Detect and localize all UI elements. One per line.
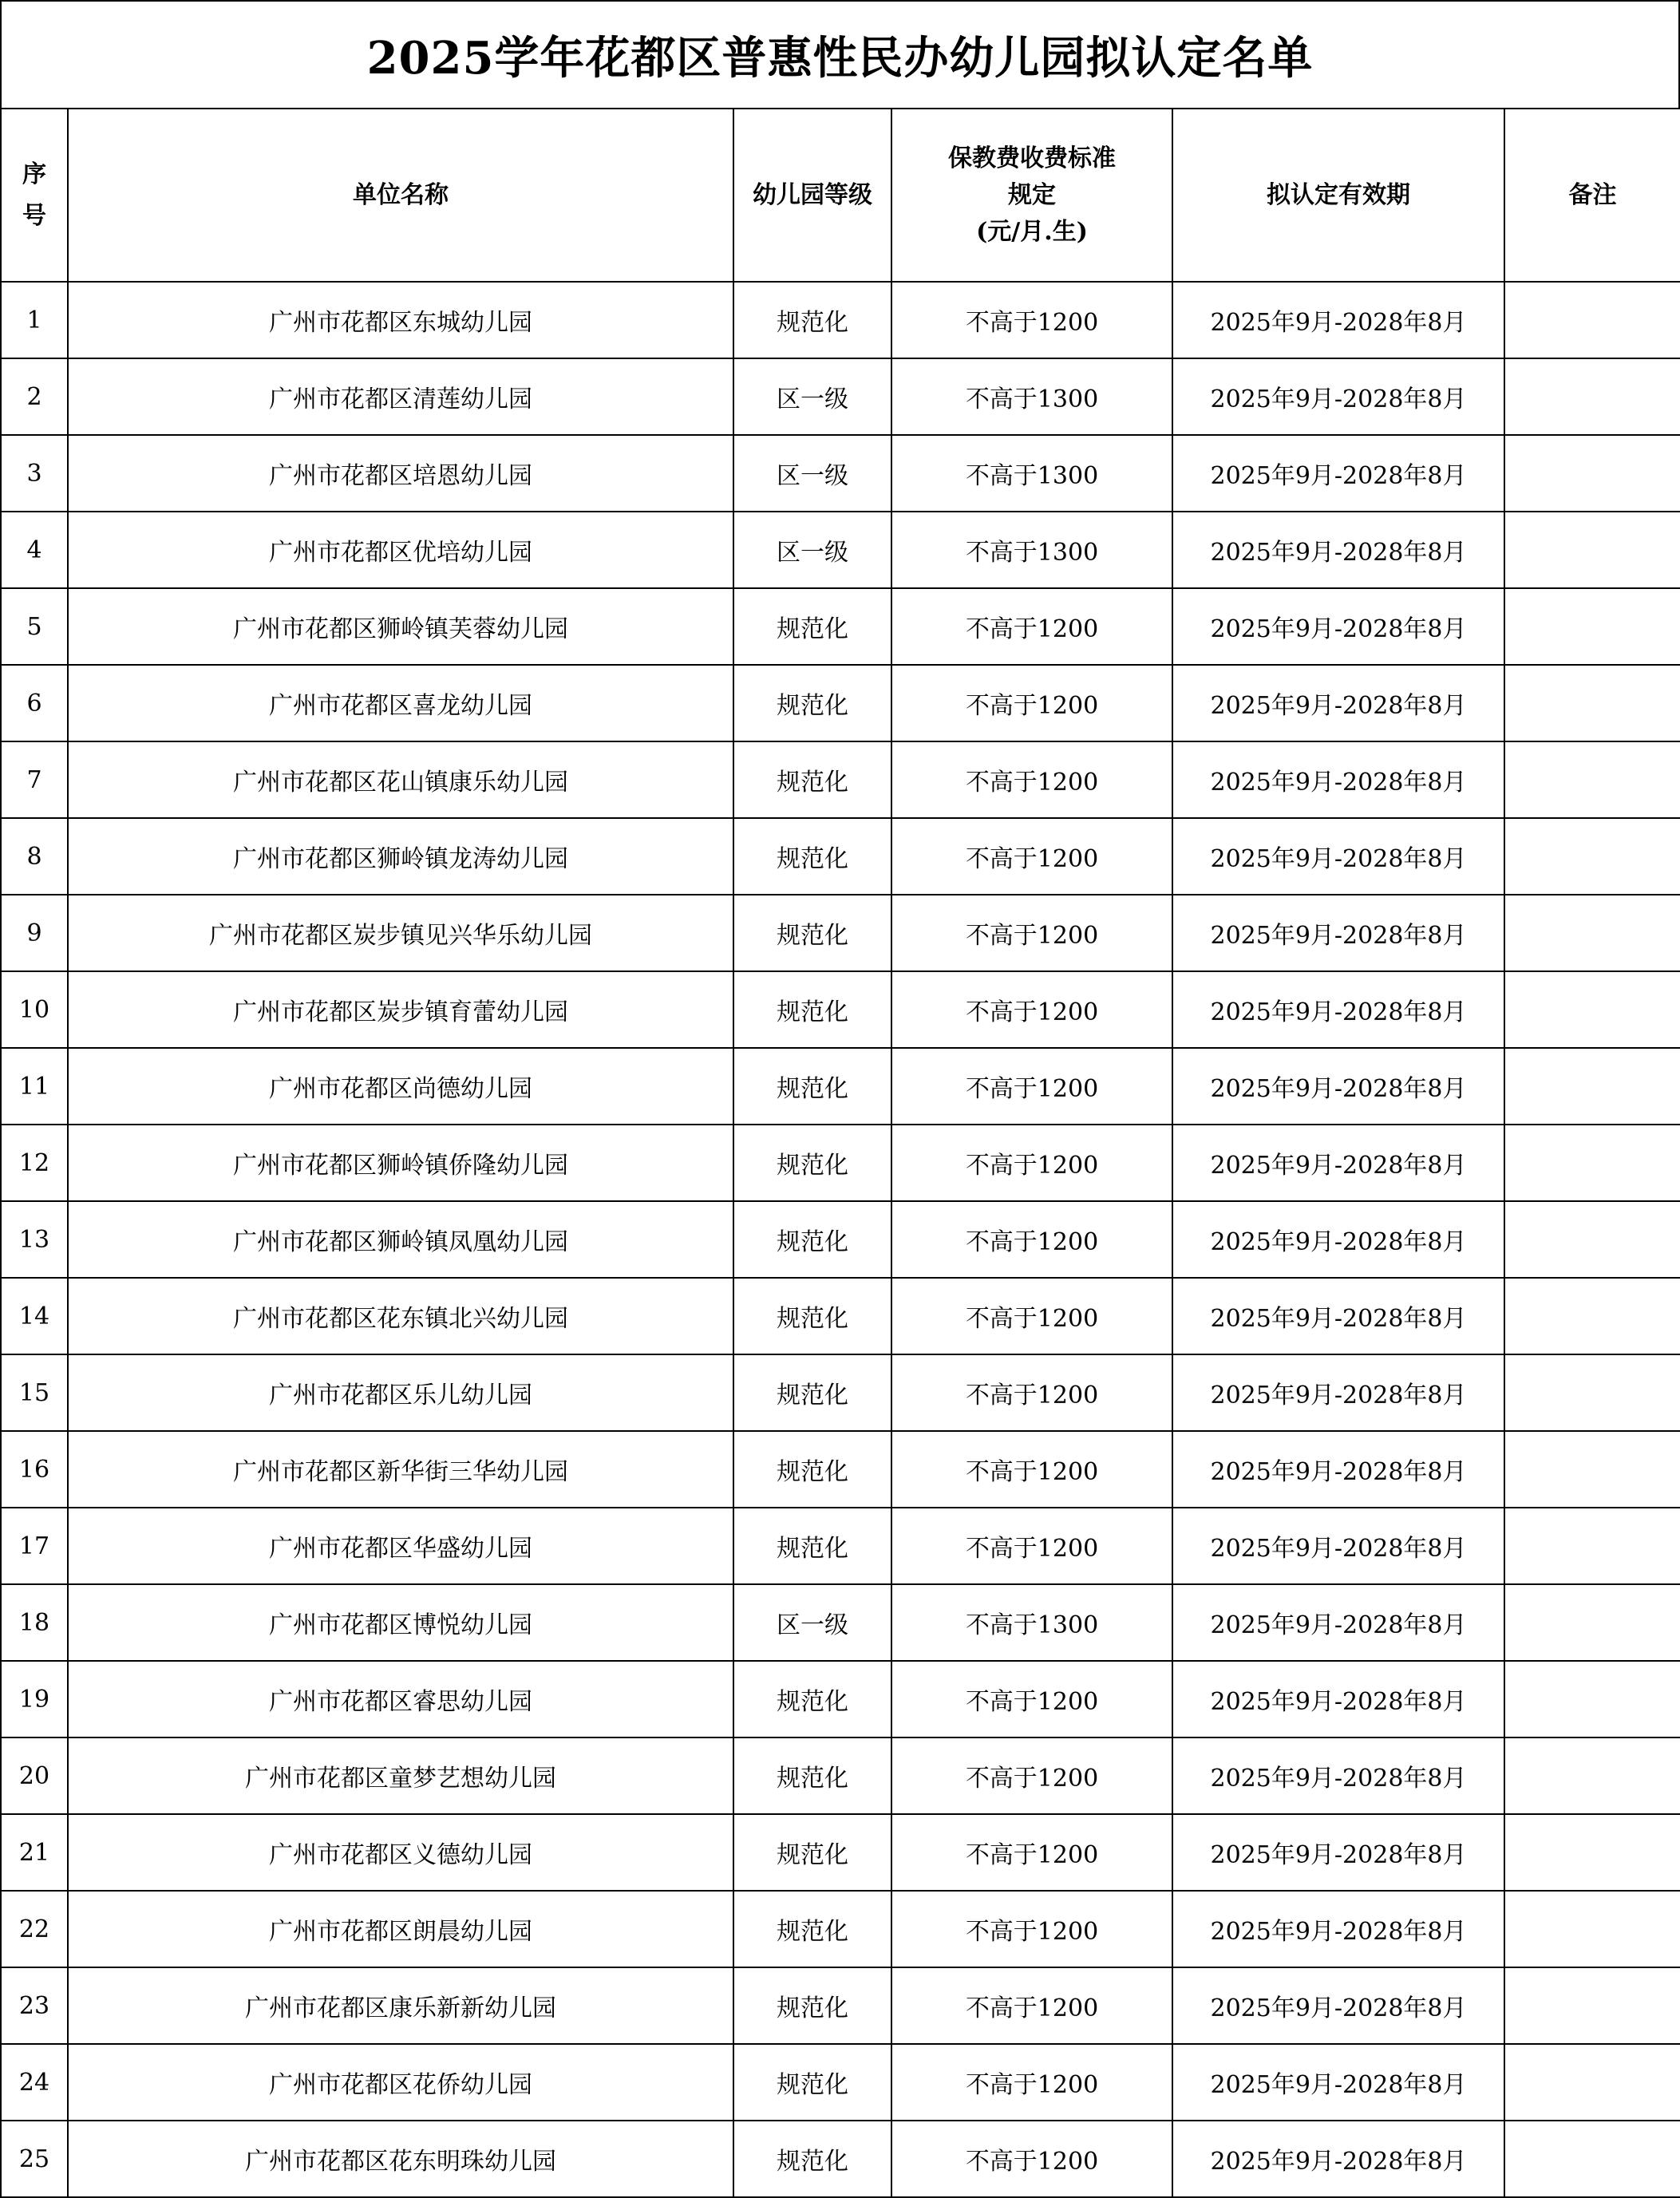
cell-level: 区一级 — [733, 435, 891, 512]
table-row — [1, 895, 1680, 971]
table-row — [1, 435, 1680, 512]
cell-level: 规范化 — [733, 282, 891, 358]
cell-no: 21 — [1, 1814, 68, 1891]
cell-period: 2025年9月-2028年8月 — [1172, 358, 1504, 435]
cell-fee: 不高于1200 — [891, 1431, 1172, 1508]
cell-period: 2025年9月-2028年8月 — [1172, 1891, 1504, 1967]
page-title: 2025学年花都区普惠性民办幼儿园拟认定名单 — [366, 32, 1314, 85]
cell-period: 2025年9月-2028年8月 — [1172, 588, 1504, 665]
table-row — [1, 358, 1680, 435]
cell-fee: 不高于1200 — [891, 665, 1172, 741]
cell-level: 规范化 — [733, 1048, 891, 1125]
table-row — [1, 741, 1680, 818]
cell-fee: 不高于1300 — [891, 1584, 1172, 1661]
table-row — [1, 1201, 1680, 1278]
header-note: 备注 — [1504, 109, 1680, 282]
cell-no: 5 — [1, 588, 68, 665]
table-row — [1, 818, 1680, 895]
cell-period: 2025年9月-2028年8月 — [1172, 741, 1504, 818]
table-row — [1, 971, 1680, 1048]
table-row — [1, 2121, 1680, 2197]
cell-fee: 不高于1200 — [891, 741, 1172, 818]
cell-no: 12 — [1, 1125, 68, 1201]
table-row — [1, 1048, 1680, 1125]
cell-no: 19 — [1, 1661, 68, 1737]
cell-level: 规范化 — [733, 971, 891, 1048]
cell-fee: 不高于1200 — [891, 1737, 1172, 1814]
cell-fee: 不高于1200 — [891, 2044, 1172, 2121]
cell-fee: 不高于1200 — [891, 1661, 1172, 1737]
cell-no: 14 — [1, 1278, 68, 1354]
cell-no: 7 — [1, 741, 68, 818]
cell-name: 广州市花都区培恩幼儿园 — [68, 435, 733, 512]
cell-note — [1504, 665, 1680, 741]
cell-no: 10 — [1, 971, 68, 1048]
cell-period: 2025年9月-2028年8月 — [1172, 1201, 1504, 1278]
cell-no: 1 — [1, 282, 68, 358]
cell-name: 广州市花都区狮岭镇侨隆幼儿园 — [68, 1125, 733, 1201]
cell-note — [1504, 512, 1680, 588]
cell-level: 规范化 — [733, 2044, 891, 2121]
cell-level: 规范化 — [733, 1125, 891, 1201]
cell-level: 规范化 — [733, 1431, 891, 1508]
cell-level: 规范化 — [733, 818, 891, 895]
table-row — [1, 1508, 1680, 1584]
cell-period: 2025年9月-2028年8月 — [1172, 665, 1504, 741]
cell-name: 广州市花都区新华街三华幼儿园 — [68, 1431, 733, 1508]
cell-name: 广州市花都区康乐新新幼儿园 — [68, 1967, 733, 2044]
cell-period: 2025年9月-2028年8月 — [1172, 1508, 1504, 1584]
header-level: 幼儿园等级 — [733, 109, 891, 282]
cell-no: 25 — [1, 2121, 68, 2197]
cell-no: 15 — [1, 1354, 68, 1431]
header-no-label: 序号 — [22, 160, 46, 230]
cell-name: 广州市花都区乐儿幼儿园 — [68, 1354, 733, 1431]
table-row — [1, 512, 1680, 588]
cell-name: 广州市花都区花侨幼儿园 — [68, 2044, 733, 2121]
cell-fee: 不高于1200 — [891, 1967, 1172, 2044]
header-period: 拟认定有效期 — [1172, 109, 1504, 282]
cell-note — [1504, 1737, 1680, 1814]
cell-period: 2025年9月-2028年8月 — [1172, 1661, 1504, 1737]
cell-note — [1504, 1508, 1680, 1584]
cell-no: 3 — [1, 435, 68, 512]
cell-name: 广州市花都区童梦艺想幼儿园 — [68, 1737, 733, 1814]
cell-fee: 不高于1200 — [891, 282, 1172, 358]
cell-level: 规范化 — [733, 1508, 891, 1584]
cell-level: 规范化 — [733, 2121, 891, 2197]
cell-fee: 不高于1200 — [891, 971, 1172, 1048]
cell-name: 广州市花都区喜龙幼儿园 — [68, 665, 733, 741]
table-body — [1, 282, 1680, 2197]
cell-name: 广州市花都区优培幼儿园 — [68, 512, 733, 588]
cell-fee: 不高于1200 — [891, 1891, 1172, 1967]
cell-no: 6 — [1, 665, 68, 741]
cell-period: 2025年9月-2028年8月 — [1172, 435, 1504, 512]
header-name: 单位名称 — [68, 109, 733, 282]
cell-note — [1504, 1814, 1680, 1891]
cell-note — [1504, 741, 1680, 818]
header-fee-line3: (元/月.生) — [976, 217, 1088, 246]
cell-note — [1504, 588, 1680, 665]
cell-level: 规范化 — [733, 1201, 891, 1278]
cell-fee: 不高于1200 — [891, 1201, 1172, 1278]
cell-level: 规范化 — [733, 895, 891, 971]
cell-note — [1504, 1125, 1680, 1201]
cell-period: 2025年9月-2028年8月 — [1172, 2044, 1504, 2121]
cell-period: 2025年9月-2028年8月 — [1172, 1125, 1504, 1201]
cell-name: 广州市花都区东城幼儿园 — [68, 282, 733, 358]
cell-level: 区一级 — [733, 358, 891, 435]
table-row — [1, 1278, 1680, 1354]
cell-note — [1504, 1278, 1680, 1354]
cell-no: 11 — [1, 1048, 68, 1125]
cell-no: 8 — [1, 818, 68, 895]
cell-period: 2025年9月-2028年8月 — [1172, 895, 1504, 971]
table-row — [1, 1967, 1680, 2044]
cell-level: 规范化 — [733, 1814, 891, 1891]
cell-fee: 不高于1300 — [891, 435, 1172, 512]
cell-name: 广州市花都区狮岭镇芙蓉幼儿园 — [68, 588, 733, 665]
table-row — [1, 1891, 1680, 1967]
cell-fee: 不高于1200 — [891, 588, 1172, 665]
header-no — [1, 109, 68, 282]
cell-name: 广州市花都区狮岭镇凤凰幼儿园 — [68, 1201, 733, 1278]
cell-note — [1504, 1661, 1680, 1737]
cell-level: 规范化 — [733, 1354, 891, 1431]
cell-no: 4 — [1, 512, 68, 588]
cell-period: 2025年9月-2028年8月 — [1172, 282, 1504, 358]
table-row — [1, 1814, 1680, 1891]
cell-no: 16 — [1, 1431, 68, 1508]
table-row — [1, 2044, 1680, 2121]
cell-level: 规范化 — [733, 741, 891, 818]
cell-note — [1504, 1201, 1680, 1278]
cell-note — [1504, 1584, 1680, 1661]
cell-note — [1504, 2044, 1680, 2121]
cell-period: 2025年9月-2028年8月 — [1172, 2121, 1504, 2197]
cell-period: 2025年9月-2028年8月 — [1172, 1737, 1504, 1814]
cell-note — [1504, 1048, 1680, 1125]
cell-period: 2025年9月-2028年8月 — [1172, 1278, 1504, 1354]
kindergarten-table — [0, 108, 1680, 2198]
cell-no: 23 — [1, 1967, 68, 2044]
cell-name: 广州市花都区义德幼儿园 — [68, 1814, 733, 1891]
cell-no: 18 — [1, 1584, 68, 1661]
table-row — [1, 588, 1680, 665]
cell-level: 规范化 — [733, 1891, 891, 1967]
cell-fee: 不高于1200 — [891, 1125, 1172, 1201]
cell-note — [1504, 1891, 1680, 1967]
cell-level: 区一级 — [733, 512, 891, 588]
cell-level: 规范化 — [733, 1967, 891, 2044]
cell-fee: 不高于1300 — [891, 358, 1172, 435]
cell-period: 2025年9月-2028年8月 — [1172, 1354, 1504, 1431]
cell-note — [1504, 435, 1680, 512]
header-fee-line2: 规定 — [1008, 180, 1056, 209]
cell-period: 2025年9月-2028年8月 — [1172, 971, 1504, 1048]
cell-fee: 不高于1200 — [891, 2121, 1172, 2197]
cell-name: 广州市花都区炭步镇见兴华乐幼儿园 — [68, 895, 733, 971]
cell-name: 广州市花都区花山镇康乐幼儿园 — [68, 741, 733, 818]
cell-name: 广州市花都区尚德幼儿园 — [68, 1048, 733, 1125]
cell-name: 广州市花都区博悦幼儿园 — [68, 1584, 733, 1661]
cell-note — [1504, 282, 1680, 358]
cell-level: 规范化 — [733, 588, 891, 665]
cell-name: 广州市花都区睿思幼儿园 — [68, 1661, 733, 1737]
table-row — [1, 1737, 1680, 1814]
cell-period: 2025年9月-2028年8月 — [1172, 1431, 1504, 1508]
table-row — [1, 1431, 1680, 1508]
cell-fee: 不高于1200 — [891, 1354, 1172, 1431]
cell-level: 规范化 — [733, 1278, 891, 1354]
cell-fee: 不高于1200 — [891, 1278, 1172, 1354]
cell-no: 24 — [1, 2044, 68, 2121]
cell-fee: 不高于1200 — [891, 1508, 1172, 1584]
cell-name: 广州市花都区朗晨幼儿园 — [68, 1891, 733, 1967]
cell-name: 广州市花都区华盛幼儿园 — [68, 1508, 733, 1584]
cell-level: 规范化 — [733, 1737, 891, 1814]
cell-note — [1504, 895, 1680, 971]
cell-no: 17 — [1, 1508, 68, 1584]
cell-name: 广州市花都区花东明珠幼儿园 — [68, 2121, 733, 2197]
table-row — [1, 1354, 1680, 1431]
cell-fee: 不高于1300 — [891, 512, 1172, 588]
cell-no: 2 — [1, 358, 68, 435]
cell-fee: 不高于1200 — [891, 818, 1172, 895]
table-row — [1, 665, 1680, 741]
header-fee-line1: 保教费收费标准 — [948, 144, 1116, 172]
cell-period: 2025年9月-2028年8月 — [1172, 1967, 1504, 2044]
cell-name: 广州市花都区清莲幼儿园 — [68, 358, 733, 435]
cell-level: 规范化 — [733, 665, 891, 741]
table-header-row — [1, 109, 1680, 282]
cell-level: 规范化 — [733, 1661, 891, 1737]
table-row — [1, 282, 1680, 358]
table-row — [1, 1125, 1680, 1201]
cell-no: 13 — [1, 1201, 68, 1278]
cell-note — [1504, 358, 1680, 435]
cell-period: 2025年9月-2028年8月 — [1172, 1584, 1504, 1661]
table-row — [1, 1584, 1680, 1661]
cell-fee: 不高于1200 — [891, 895, 1172, 971]
cell-period: 2025年9月-2028年8月 — [1172, 818, 1504, 895]
cell-fee: 不高于1200 — [891, 1048, 1172, 1125]
cell-note — [1504, 1354, 1680, 1431]
cell-name: 广州市花都区狮岭镇龙涛幼儿园 — [68, 818, 733, 895]
cell-no: 9 — [1, 895, 68, 971]
cell-level: 区一级 — [733, 1584, 891, 1661]
cell-note — [1504, 1967, 1680, 2044]
cell-fee: 不高于1200 — [891, 1814, 1172, 1891]
header-fee — [891, 109, 1172, 282]
cell-period: 2025年9月-2028年8月 — [1172, 512, 1504, 588]
cell-no: 20 — [1, 1737, 68, 1814]
cell-note — [1504, 971, 1680, 1048]
table-row — [1, 1661, 1680, 1737]
cell-period: 2025年9月-2028年8月 — [1172, 1048, 1504, 1125]
cell-note — [1504, 1431, 1680, 1508]
cell-name: 广州市花都区炭步镇育蕾幼儿园 — [68, 971, 733, 1048]
cell-note — [1504, 2121, 1680, 2197]
title-row — [0, 0, 1680, 109]
cell-period: 2025年9月-2028年8月 — [1172, 1814, 1504, 1891]
cell-name: 广州市花都区花东镇北兴幼儿园 — [68, 1278, 733, 1354]
cell-note — [1504, 818, 1680, 895]
cell-no: 22 — [1, 1891, 68, 1967]
